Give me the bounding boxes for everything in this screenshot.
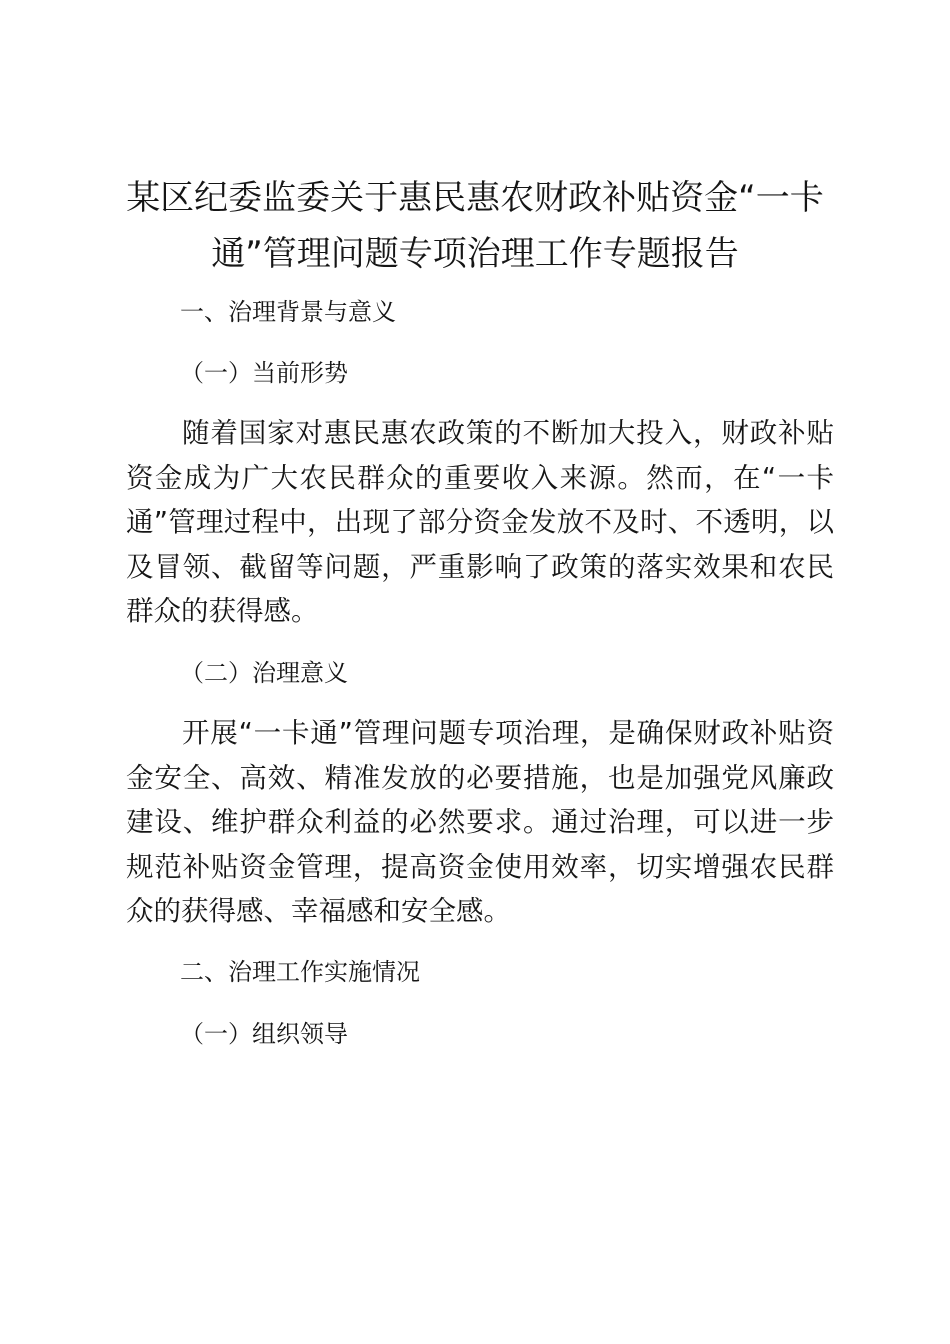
section-heading-2: 二、治理工作实施情况 [180, 958, 420, 986]
paragraph-governance-significance: 开展“一卡通”管理问题专项治理，是确保财政补贴资金安全、高效、精准发放的必要措施，也是加强党风廉政建设、维护群众利益的必然要求。通过治理，可以进一步规范补贴资金管理，提高资金使用效率，切实增强农民群众的获得感、幸福感和安全感。 [126, 717, 834, 927]
subsection-heading-2-1: （一）组织领导 [180, 1020, 348, 1048]
document-title: 某区纪委监委关于惠民惠农财政补贴资金“一卡通”管理问题专项治理工作专题报告 [126, 178, 824, 274]
section-heading-1: 一、治理背景与意义 [180, 298, 396, 326]
subsection-heading-1-2: （二）治理意义 [180, 659, 348, 687]
subsection-heading-1-1: （一）当前形势 [180, 359, 348, 387]
paragraph-current-situation: 随着国家对惠民惠农政策的不断加大投入，财政补贴资金成为广大农民群众的重要收入来源。然而，在“一卡通”管理过程中，出现了部分资金发放不及时、不透明，以及冒领、截留等问题，严重影响了政策的落实效果和农民群众的获得感。 [126, 417, 834, 627]
